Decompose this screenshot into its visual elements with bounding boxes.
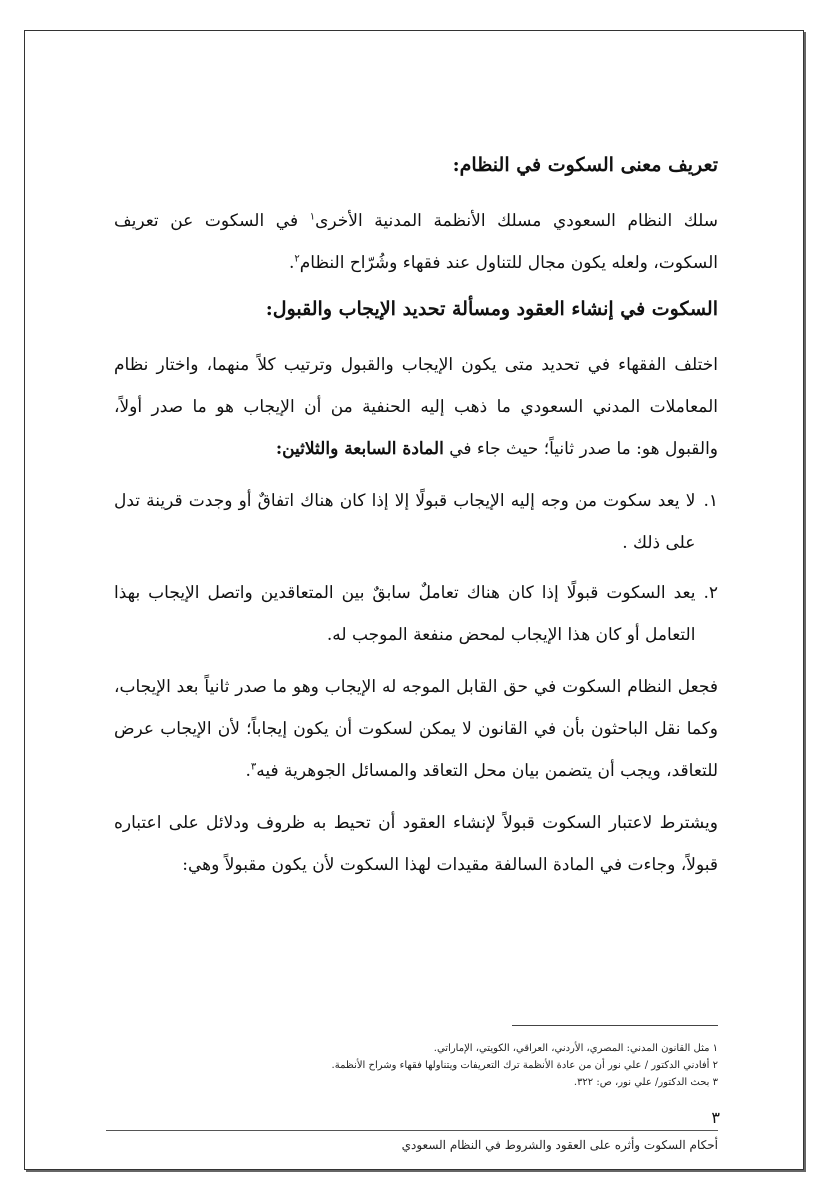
section-heading-definition-text: تعريف معنى السكوت في النظام: [452, 154, 718, 176]
paragraph-definition-part1: سلك النظام السعودي مسلك الأنظمة المدنية الأخرى [315, 211, 718, 231]
running-footer: أحكام السكوت وأثره على العقود والشروط في النظام السعودي [401, 1138, 718, 1152]
footnote-1: ١ مثل القانون المدني: المصري، الأردني، العراقي، الكويتي، الإماراتي. [433, 1043, 718, 1054]
article-clauses-list [114, 480, 718, 656]
paragraph-conditions [114, 802, 718, 886]
list-item [114, 572, 718, 656]
section-heading-contracts [114, 294, 718, 324]
section-heading-definition [114, 150, 718, 180]
paragraph-conditions-text: ويشترط لاعتبار السكوت قبولاً لإنشاء العقود أن تحيط به ظروف ودلائل على اعتباره قبولاً، وجاءت في المادة السالفة مقيدات لهذا السكوت لأن يكون مقبولاً وهي: [114, 813, 718, 875]
list-item-number: ١. [703, 491, 718, 511]
list-item-text: يعد السكوت قبولًا إذا كان هناك تعاملٌ سابقٌ بين المتعاقدين واتصل الإيجاب بهذا التعامل أو كان هذا الإيجاب لمحض منفعة الموجب له. [114, 583, 696, 645]
paragraph-offer-acceptance-text: اختلف الفقهاء في تحديد متى يكون الإيجاب والقبول وترتيب كلاً منهما، واختار نظام المعاملات المدني السعودي ما ذهب إليه الحنفية من أن الإيجاب هو ما صدر أولاً، والقبول هو: ما صدر ثانياً؛ حيث جاء في [114, 355, 718, 459]
article-37-reference: المادة السابعة والثلاثين: [275, 439, 444, 459]
footnote-separator [512, 1025, 718, 1026]
paragraph-silence-acceptor [114, 666, 718, 792]
footnotes [270, 1040, 718, 1091]
footnote-ref-1[interactable]: ١ [309, 211, 316, 223]
footnote-2: ٢ أفادني الدكتور / علي نور أن من عادة الأنظمة ترك التعريفات ويتناولها فقهاء وشراح الأنظمة. [331, 1060, 718, 1071]
list-item-number: ٢. [703, 583, 718, 603]
page-number: ٣ [711, 1108, 720, 1127]
footnote-ref-2[interactable]: ٢ [294, 253, 300, 265]
paragraph-silence-acceptor-text: فجعل النظام السكوت في حق القابل الموجه له الإيجاب وهو ما صدر ثانياً بعد الإيجاب، وكما نقل الباحثون بأن في القانون لا يمكن لسكوت أن يكون إيجاباً؛ لأن الإيجاب عرض للتعاقد، ويجب أن يتضمن بيان محل التعاقد والمسائل الجوهرية فيه [114, 677, 718, 781]
section-heading-contracts-text: السكوت في إنشاء العقود ومسألة تحديد الإيجاب والقبول: [265, 298, 718, 320]
list-item [114, 480, 718, 564]
list-item-text: لا يعد سكوت من وجه إليه الإيجاب قبولًا إلا إذا كان هناك اتفاقٌ أو وجدت قرينة تدل على ذلك . [114, 491, 696, 553]
paragraph-definition-end: . [288, 253, 295, 273]
paragraph-offer-acceptance [114, 344, 718, 470]
footnote-3: ٣ بحث الدكتور/ علي نور، ص: ٣٢٢. [573, 1077, 718, 1088]
paragraph-definition [114, 200, 718, 284]
paragraph-definition-part2: في السكوت عن تعريف السكوت، ولعله يكون مجال للتناول عند فقهاء وشُرّاح النظام [114, 211, 718, 273]
footnote-ref-3[interactable]: ٣ [250, 761, 257, 773]
page-body [114, 150, 718, 896]
paragraph-silence-acceptor-end: . [245, 761, 251, 781]
footer-separator [106, 1130, 718, 1131]
